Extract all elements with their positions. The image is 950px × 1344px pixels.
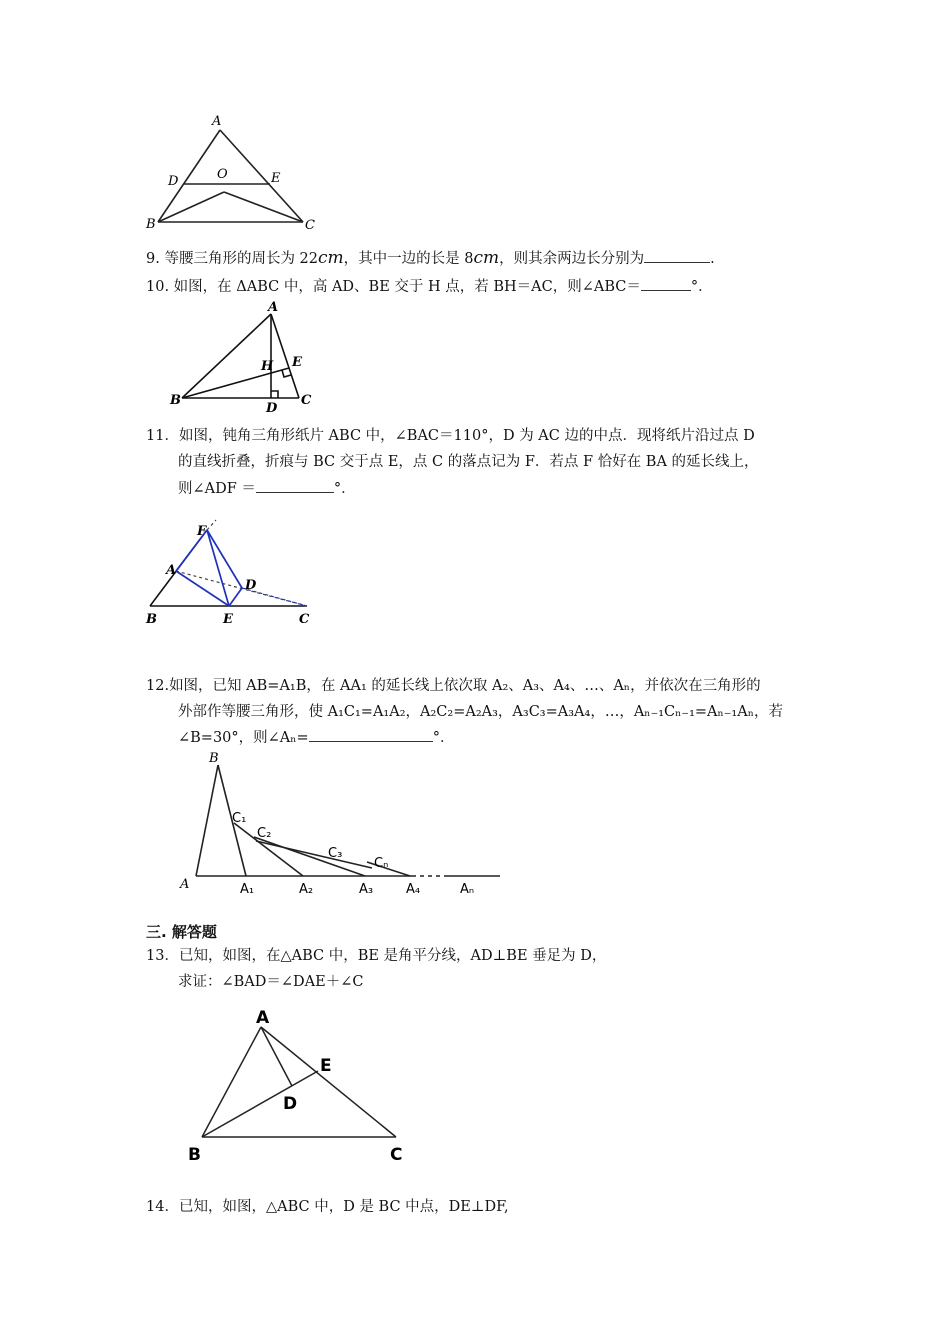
q11-number: 11． — [146, 428, 179, 444]
label-a: A — [256, 1008, 270, 1028]
label-a4: A₄ — [406, 882, 421, 897]
q9-text-3: ，则其余两边长分别为 — [499, 251, 645, 267]
q10-tail: °． — [690, 279, 713, 295]
q12-line-3a: ∠B=30°，则∠Aₙ= — [178, 730, 309, 746]
label-c: C — [299, 612, 310, 627]
q11-line-3a: 则∠ADF ＝ — [178, 481, 256, 497]
label-f: F — [197, 524, 207, 539]
label-h: H — [261, 359, 274, 374]
label-c: C — [390, 1145, 403, 1165]
label-cn: Cₙ — [374, 856, 389, 871]
q14-number: 14． — [146, 1199, 179, 1215]
label-d: D — [266, 401, 278, 416]
label-d: D — [168, 174, 179, 189]
q14-text: 已知，如图，△ABC 中，D 是 BC 中点，DE⊥DF, — [178, 1199, 509, 1215]
q12-line-3b: °． — [432, 730, 455, 746]
label-a: A — [212, 114, 222, 129]
label-c: C — [301, 393, 312, 408]
q13-line-2: 求证：∠BAD＝∠DAE＋∠C — [178, 974, 364, 990]
label-c3: C₃ — [328, 846, 343, 861]
q9-unit-1: cm — [318, 248, 344, 268]
q9-number: 9. — [146, 251, 160, 267]
q10-number: 10. — [146, 279, 170, 295]
label-a: A — [180, 877, 190, 892]
label-d: D — [245, 578, 257, 593]
label-b: B — [188, 1145, 201, 1165]
q11-line-1: 如图，钝角三角形纸片 ABC 中，∠BAC＝110°，D 为 AC 边的中点．现将纸片沿过点 D — [178, 428, 755, 444]
q13-line-1: 已知，如图，在△ABC 中，BE 是角平分线，AD⊥BE 垂足为 D， — [178, 948, 607, 964]
label-b: B — [146, 217, 156, 232]
q12-line-2: 外部作等腰三角形，使 A₁C₁=A₁A₂，A₂C₂=A₂A₃，A₃C₃=A₃A₄，…，Aₙ₋₁Cₙ₋₁=Aₙ₋₁Aₙ，若 — [178, 704, 783, 720]
q9-text-1: 等腰三角形的周长为 22 — [164, 251, 319, 267]
q12-line-1: 如图，已知 AB=A₁B，在 AA₁ 的延长线上依次取 A₂、A₃、A₄、…、Aₙ，并依次在三角形的 — [169, 678, 761, 694]
q10-text: 如图，在 ΔABC 中，高 AD、BE 交于 H 点，若 BH＝AC，则∠ABC＝ — [173, 279, 641, 295]
q9-unit-2: cm — [473, 248, 500, 268]
q12-number: 12. — [146, 678, 170, 694]
label-d: D — [283, 1094, 298, 1114]
label-e: E — [223, 612, 233, 627]
section-heading: 三. 解答题 — [146, 923, 217, 941]
q9-text-2: ，其中一边的长是 8 — [343, 251, 474, 267]
label-e: E — [320, 1056, 332, 1076]
label-b: B — [170, 393, 181, 408]
q13-number: 13． — [146, 948, 179, 964]
label-a: A — [166, 563, 177, 578]
q11-line-3b: °． — [333, 481, 356, 497]
label-a1: A₁ — [240, 882, 255, 897]
label-an: Aₙ — [460, 882, 475, 897]
question-14 — [146, 1197, 509, 1217]
label-e: E — [292, 355, 302, 370]
q11-line-2: 的直线折叠，折痕与 BC 交于点 E，点 C 的落点记为 F．若点 F 恰好在 BA 的延长线上， — [178, 454, 759, 470]
q9-text-4: . — [710, 251, 715, 267]
label-c2: C₂ — [257, 826, 272, 841]
label-o: O — [217, 167, 228, 182]
label-a2: A₂ — [299, 882, 314, 897]
label-a: A — [268, 300, 279, 315]
label-c1: C₁ — [232, 811, 247, 826]
label-a3: A₃ — [359, 882, 374, 897]
label-c: C — [305, 218, 315, 233]
label-b: B — [209, 751, 219, 766]
label-e: E — [271, 171, 281, 186]
label-b: B — [146, 612, 157, 627]
